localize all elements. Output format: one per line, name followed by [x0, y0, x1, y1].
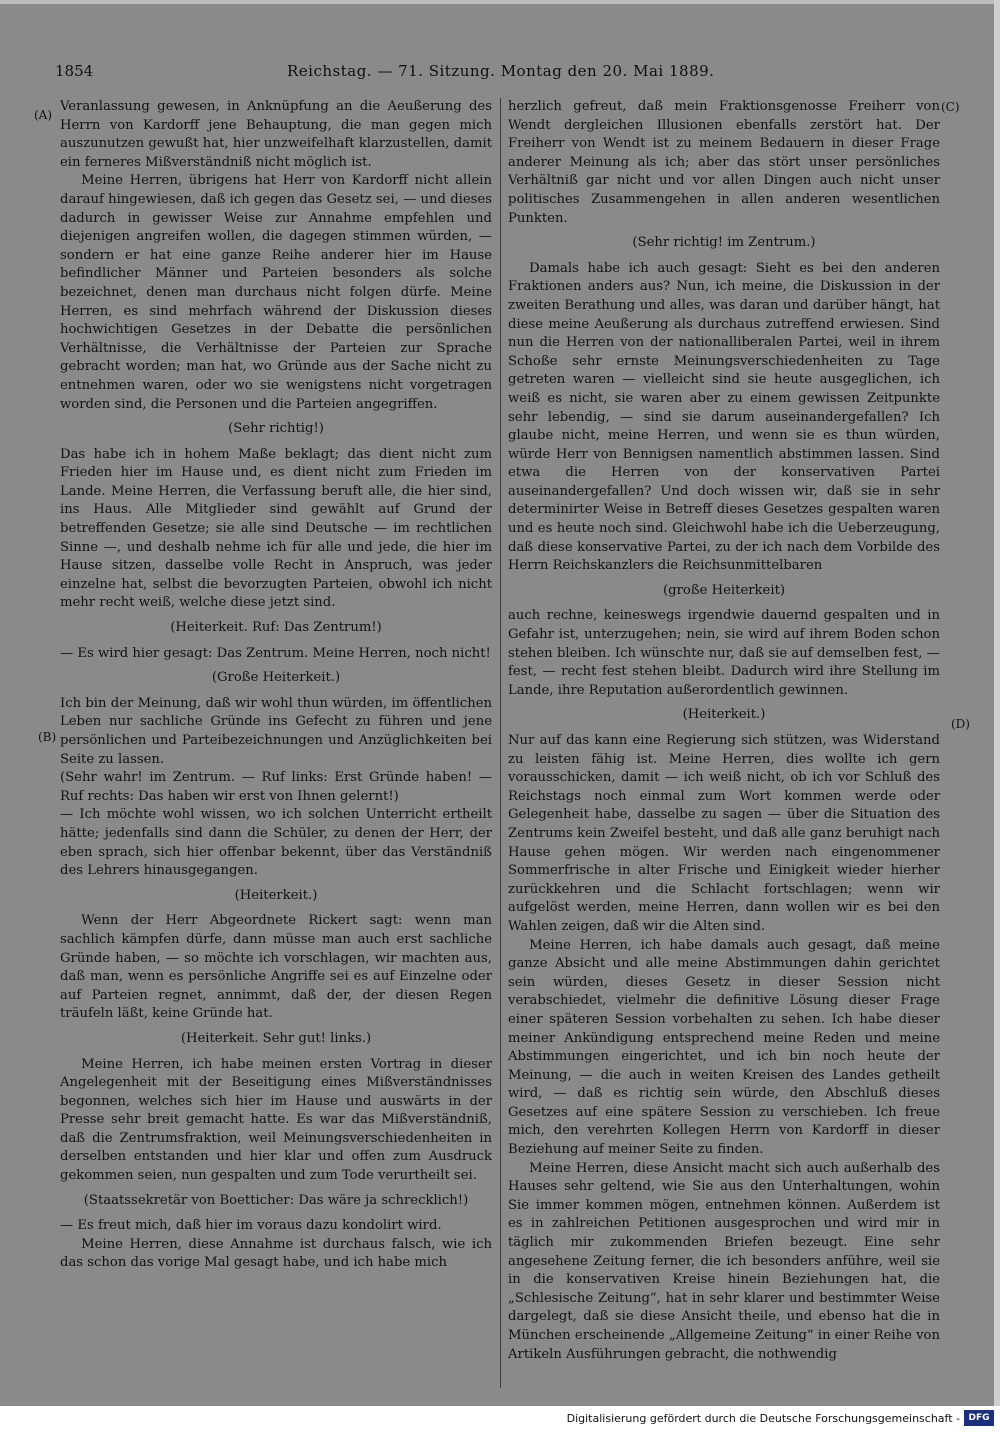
paragraph: Meine Herren, ich habe meinen ersten Vortrag in dieser Angelegenheit mit der Beseitigung eines Mißverständnisses begonnen, welches sich hier im Hause und auswärts in der Presse sehr breit gemacht hatte. Es war das Mißverständniß, daß die Zentrumsfraktion, weil Meinungsverschiedenheiten in derselben entstanden und hier klar und offen zum Ausdruck gekommen seien, nun gespalten und zum Tode verurtheilt sei. [60, 1056, 492, 1184]
dfg-credit: Digitalisierung gefördert durch die Deutsche Forschungsgemeinschaft - [566, 1412, 960, 1425]
interjection: (Heiterkeit. Ruf: Das Zentrum!) [170, 620, 382, 636]
interjection: (große Heiterkeit) [662, 582, 786, 598]
paragraph: Das habe ich in hohem Maße beklagt; das dient nicht zum Frieden hier im Hause und, es dient nicht zum Frieden im Lande. Meine Herren, die Verfassung beruft alle, die hier sind, ins Haus. Alle Mitglieder sind gewählt auf Grund der betreffenden Gesetze; sie alle sind Deutsche — im rechtlichen Sinne —, und deshalb nehme ich für alle und jede, die hier im Hause sitzen, dasselbe volle Recht in Anspruch, was jeder einzelne hat, selbst die bevorzugten Parteien, obwohl ich nicht mehr recht weiß, welche diese jetzt sind. [60, 446, 492, 611]
paragraph: Ich bin der Meinung, daß wir wohl thun würden, im öffentlichen Leben nur sachliche Gründe ins Gefecht zu führen und jene persönlichen und Parteibezeichnungen und Anzüglichkeiten bei Seite zu lassen. [60, 695, 492, 767]
page-header [55, 58, 935, 84]
running-title: Reichstag. — 71. Sitzung. Montag den 20. Mai 1889. [287, 62, 715, 80]
paragraph: Damals habe ich auch gesagt: Sieht es bei den anderen Fraktionen anders aus? Nun, ich meine, die Diskussion in der zweiten Berathung und alles, was daran und darüber hängt, hat diese meine Aeußerung als durchaus zutreffend erwiesen. Sind nun die Herren von der nationalliberalen Partei, weil in ihrem Schoße sehr ernste Meinungsverschiedenheiten zu Tage getreten waren — vielleicht sind sie heute ausgeglichen, ich weiß es nicht, sie waren aber zu einem gewissen Zeitpunkte sehr lebendig, — sind sie darum auseinandergefallen? Ich glaube nicht, meine Herren, und wenn sie es thun würden, würde Herr von Bennigsen namentlich abstimmen lassen. Sind etwa die Herren von der konservativen Partei auseinandergefallen? Und doch wissen wir, daß sie in sehr determinirter Weise in Betreff dieses Gesetzes gespalten waren und es heute noch sind. Gleichwohl habe ich die Ueberzeugung, daß diese konservative Partei, zu der ich nach dem Vorbilde des Herrn Reichskanzlers die Reichsunmittelbaren [508, 260, 940, 574]
right-column [508, 98, 940, 1364]
paragraph: Veranlassung gewesen, in Anknüpfung an die Aeußerung des Herrn von Kardorff jene Behauptung, die man gegen mich auszunutzen gewußt hat, hier unzweifelhaft klarzustellen, damit ein ferneres Mißverständniß nicht möglich ist. [60, 99, 492, 170]
margin-mark-a: (A) [34, 108, 53, 122]
margin-mark-b: (B) [38, 730, 57, 744]
interjection: (Heiterkeit.) [234, 887, 318, 903]
page-number: 1854 [55, 62, 94, 80]
scan-top-edge [0, 0, 1000, 4]
paragraph: Meine Herren, ich habe damals auch gesagt, daß meine ganze Absicht und alle meine Abstimmungen dahin gerichtet sein würden, dieses Gesetz in dieser Session nicht verabschiedet, vielmehr die definitive Lösung dieser Frage einer späteren Session vorbehalten zu sehen. Ich habe dieser meiner Ankündigung entsprechend meine Reden und meine Abstimmungen eingerichtet, und ich bin noch heute der Meinung, — die auch in weiten Kreisen des Landes getheilt wird, — daß es richtig sein würde, den Abschluß dieses Gesetzes auf eine spätere Session zu verschieben. Ich freue mich, den verehrten Kollegen Herrn von Kardorff in dieser Beziehung auf meiner Seite zu finden. [508, 937, 940, 1158]
paragraph: Nur auf das kann eine Regierung sich stützen, was Widerstand zu leisten fähig ist. Meine Herren, dies wollte ich gern vorausschicken, damit — ich weiß nicht, ob ich vor Schluß des Reichstags noch einmal zum Wort kommen werde oder Gelegenheit habe, dasselbe zu sagen — über die Situation des Zentrums kein Zweifel besteht, und daß alle ganz beruhigt nach Hause gehen mögen. Wir werden nach eingenommener Sommerfrische in alter Frische und Einigkeit wieder hierher zurückkehren und die Schlacht fortschlagen; wenn wir aufgelöst werden, meine Herren, dann wollen wir es bei den Wahlen zeigen, daß wir die Alten sind. [508, 733, 940, 934]
interjection: (Heiterkeit. Sehr gut! links.) [180, 1030, 372, 1046]
interjection: (Sehr richtig! im Zentrum.) [632, 235, 816, 251]
interjection: (Staatssekretär von Boetticher: Das wäre ja schrecklich!) [83, 1192, 469, 1208]
paragraph: Meine Herren, übrigens hat Herr von Kardorff nicht allein darauf hingewiesen, daß ich gegen das Gesetz sei, — und dieses dadurch in gewisser Weise zur Annahme empfehlen und diejenigen angreifen wollen, die dagegen stimmen würden, — sondern er hat eine ganze Reihe anderer hier im Hause befindlicher Männer und Parteien besonders als solche bezeichnet, denen man durchaus nicht folgen dürfe. Meine Herren, es sind mehrfach während der Diskussion dieses hochwichtigen Gesetzes in der Debatte die persönlichen Verhältnisse, die Verhältnisse der Parteien zur Sprache gebracht worden; man hat, wo Gründe aus der Sache nicht zu entnehmen waren, oder wo sie wenigstens nicht vorgetragen worden sind, die Personen und die Parteien angegriffen. [60, 173, 492, 412]
paragraph: — Ich möchte wohl wissen, wo ich solchen Unterricht ertheilt hätte; jedenfalls sind dann die Schüler, zu denen der Herr, der eben sprach, sich hier offenbar bekennt, über das Verständniß des Lehrers hinausgegangen. [60, 807, 492, 879]
paragraph: (Sehr wahr! im Zentrum. — Ruf links: Erst Gründe haben! — Ruf rechts: Das haben wir erst von Ihnen gelernt!) [60, 770, 492, 804]
column-divider [500, 98, 501, 1388]
paragraph: Meine Herren, diese Ansicht macht sich auch außerhalb des Hauses sehr geltend, wie Sie aus den Unterhaltungen, wohin Sie immer kommen mögen, entnehmen können. Außerdem ist es in zahlreichen Petitionen ausgesprochen und wird mir in täglich mir zukommenden Briefen bezeugt. Eine sehr angesehene Zeitung ferner, die ich besonders anführe, weil sie in die konservativen Kreise hinein Beziehungen hat, die „Schlesische Zeitung“, hat in sehr klarer und bestimmter Weise dargelegt, daß sie diese Ansicht theile, und ebenso hat die in München erscheinende „Allgemeine Zeitung“ in einer Reihe von Artikeln Ausführungen gebracht, die nothwendig [508, 1160, 940, 1362]
paragraph: — Es freut mich, daß hier im voraus dazu kondolirt wird. [60, 1218, 442, 1234]
interjection: (Sehr richtig!) [228, 421, 324, 437]
scan-right-edge [994, 0, 1000, 1406]
paragraph: herzlich gefreut, daß mein Fraktionsgenosse Freiherr von Wendt dergleichen Illusionen ebenfalls zerstört hat. Der Freiherr von Wendt ist zu meinem Bedauern in dieser Frage anderer Meinung als ich; aber das stört unser persönliches Verhältniß gar nicht und vor allen Dingen auch nicht unser politisches Zusammengehen in allen anderen wesentlichen Punkten. [508, 99, 940, 226]
left-column [60, 98, 492, 1273]
interjection: (Heiterkeit.) [682, 707, 766, 723]
interjection: (Große Heiterkeit.) [211, 670, 341, 686]
paragraph: — Es wird hier gesagt: Das Zentrum. Meine Herren, noch nicht! [60, 645, 491, 661]
paragraph: Wenn der Herr Abgeordnete Rickert sagt: wenn man sachlich kämpfen dürfe, dann müsse man auch erst sachliche Gründe haben, — so möchte ich vorschlagen, wir machten aus, daß man, wenn es persönliche Angriffe sei es auf Einzelne oder auf Parteien regnet, annimmt, daß der, der diesen Regen träufeln läßt, keine Gründe hat. [60, 913, 492, 1022]
digitization-footer [0, 1406, 1000, 1432]
margin-mark-c: (C) [941, 100, 960, 114]
paragraph: auch rechne, keineswegs irgendwie dauernd gespalten und in Gefahr ist, unterzugehen; nein, sie wird auf ihrem Boden schon stehen bleiben. Ich wünschte nur, daß sie auf demselben fest, — fest, — recht fest stehen bleibt. Dadurch wird ihre Stellung im Lande, ihre Reputation außerordentlich gewinnen. [508, 608, 940, 698]
dfg-logo: DFG [964, 1410, 994, 1426]
margin-mark-d: (D) [951, 717, 970, 731]
paragraph: Meine Herren, diese Annahme ist durchaus falsch, wie ich das schon das vorige Mal gesagt habe, und ich habe mich [60, 1236, 492, 1271]
